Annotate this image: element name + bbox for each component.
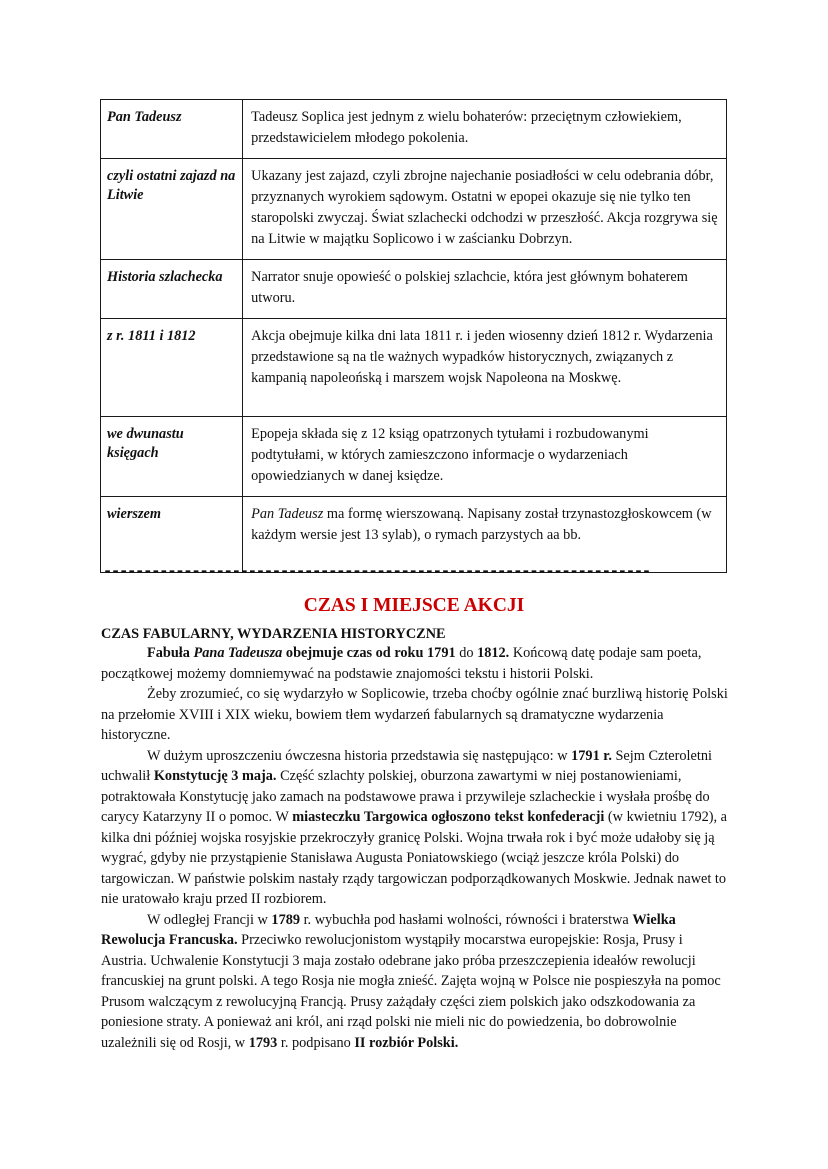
- description-text: ma formę wierszowaną. Napisany został trzynastozgłoskowcem (w każdym wersie jest 13 sylab), o rymach parzystych aa bb.: [251, 506, 712, 543]
- subsection-title: CZAS FABULARNY, WYDARZENIA HISTORYCZNE: [101, 626, 446, 642]
- text-run: Końcową datę podaje sam poeta, początkowej możemy domniemywać na podstawie znajomości tekstu i historii Polski.: [101, 645, 702, 682]
- work-title-italic: Pan Tadeusz: [251, 506, 324, 522]
- bold-text-run: Wielka Rewolucja Francuska.: [101, 911, 676, 948]
- text-run: Przeciwko rewolucjonistom wystąpiły mocarstwa europejskie: Rosja, Prusy i Austria. Uchwalenie Konstytucji 3 maja zostało odebrane jako próba przeszczepienia ideałów rewolucji francuskiej na grunt polski. A tego Rosja nie mogła znieść. Zajęta wojną w Polsce nie pospieszyła na pomoc Prusom walczącym z rewolucyjną Francją. Prusy zażądały części ziem polskich jako odszkodowania za poniesione straty. A ponieważ ani król, ani rząd polski nie mieli nic do powiedzenia, bo dobrowolnie uzależnili się od Rosji, w: [101, 932, 721, 1051]
- paragraph: [101, 684, 731, 746]
- bold-text-run: 1812.: [477, 645, 510, 661]
- bold-text-run: 1791 r.: [571, 747, 612, 764]
- body-text: [101, 643, 731, 1053]
- bold-text-run: 1793: [248, 1034, 278, 1051]
- paragraph: [101, 643, 731, 684]
- dashed-divider: --------------------------------------------------------------------: [103, 562, 650, 580]
- bold-text-run: Konstytucję 3 maja.: [153, 768, 277, 784]
- text-run: r. wybuchła pod hasłami wolności, równości i braterstwa: [300, 911, 633, 928]
- paragraph: [101, 746, 731, 910]
- table-row: [101, 159, 727, 260]
- description-cell: Tadeusz Soplica jest jednym z wielu bohaterów: przeciętnym człowiekiem, przedstawicielem młodego pokolenia.: [243, 100, 727, 159]
- bold-text-run: miasteczku Targowica ogłoszono tekst konfederacji: [292, 809, 605, 825]
- text-run: do: [455, 645, 478, 661]
- term-cell: z r. 1811 i 1812: [101, 319, 243, 417]
- paragraph: [101, 910, 731, 1054]
- description-cell: Ukazany jest zajazd, czyli zbrojne najechanie posiadłości w celu odebrania dóbr, przyznanych wyrokiem sądowym. Ostatni w epopei okazuje się nie tylko ten staropolski zwyczaj. Świat szlachecki odchodzi w przeszłość. Akcja rozgrywa się na Litwie w majątku Soplicowo i w zaścianku Dobrzyn.: [243, 159, 727, 260]
- text-run: Część szlachty polskiej, oburzona zawartymi w niej postanowieniami, potraktowała Konstytucję jako zamach na podstawowe prawa i przywileje szlacheckie i wysłała prośbę do carycy Katarzyny II o pomoc. W: [101, 768, 710, 825]
- term-cell: Pan Tadeusz: [101, 100, 243, 159]
- description-cell: Epopeja składa się z 12 ksiąg opatrzonych tytułami i rozbudowanymi podtytułami, w których zamieszczono informacje o wydarzeniach opowiedzianych w danej księdze.: [243, 417, 727, 497]
- table-row: [101, 319, 727, 417]
- term-cell: we dwunastu księgach: [101, 417, 243, 497]
- bold-text-run: Pana Tadeusza: [193, 645, 283, 661]
- table-row: [101, 260, 727, 319]
- bold-text-run: II rozbiór Polski.: [354, 1034, 459, 1051]
- section-title: CZAS I MIEJSCE AKCJI: [303, 595, 525, 616]
- description-cell: Narrator snuje opowieść o polskiej szlachcie, która jest głównym bohaterem utworu.: [243, 260, 727, 319]
- text-run: W odległej Francji w: [147, 911, 272, 928]
- text-run: (w kwietniu 1792), a kilka dni później wojska rosyjskie przekroczyły granicę Polski. Wojna trwała rok i być może udałoby się ją wygrać, gdyby nie przystąpienie Stanisława Augusta Poniatowskiego (wciąż jeszcze króla Polski) do targowiczan. W państwie polskim nastały rządy targowiczan podporządkowanych Moskwie. Jednak nawet to nie uratowało kraju przed II rozbiorem.: [101, 809, 728, 907]
- text-run: Żeby zrozumieć, co się wydarzyło w Soplicowie, trzeba choćby ogólnie znać burzliwą historię Polski na przełomie XVIII i XIX wieku, bowiem tłem wydarzeń fabularnych są dramatyczne wydarzenia historyczne.: [101, 686, 728, 743]
- definitions-table: [100, 99, 727, 573]
- text-run: Sejm Czteroletni uchwalił: [101, 747, 712, 784]
- bold-text-run: Fabuła: [147, 645, 194, 661]
- bold-text-run: 1789: [271, 911, 301, 928]
- term-cell: czyli ostatni zajazd na Litwie: [101, 159, 243, 260]
- description-cell: Akcja obejmuje kilka dni lata 1811 r. i jeden wiosenny dzień 1812 r. Wydarzenia przedstawione są na tle ważnych wypadków historycznych, związanych z kampanią napoleońską i marszem wojsk Napoleona na Moskwę.: [243, 319, 727, 417]
- text-run: W dużym uproszczeniu ówczesna historia przedstawia się następująco: w: [147, 747, 572, 764]
- text-run: r. podpisano: [277, 1034, 355, 1051]
- table-row: [101, 417, 727, 497]
- term-cell: Historia szlachecka: [101, 260, 243, 319]
- bold-text-run: obejmuje czas od roku 1791: [282, 645, 456, 661]
- table-row: [101, 100, 727, 159]
- term-cell: wierszem: [101, 497, 243, 573]
